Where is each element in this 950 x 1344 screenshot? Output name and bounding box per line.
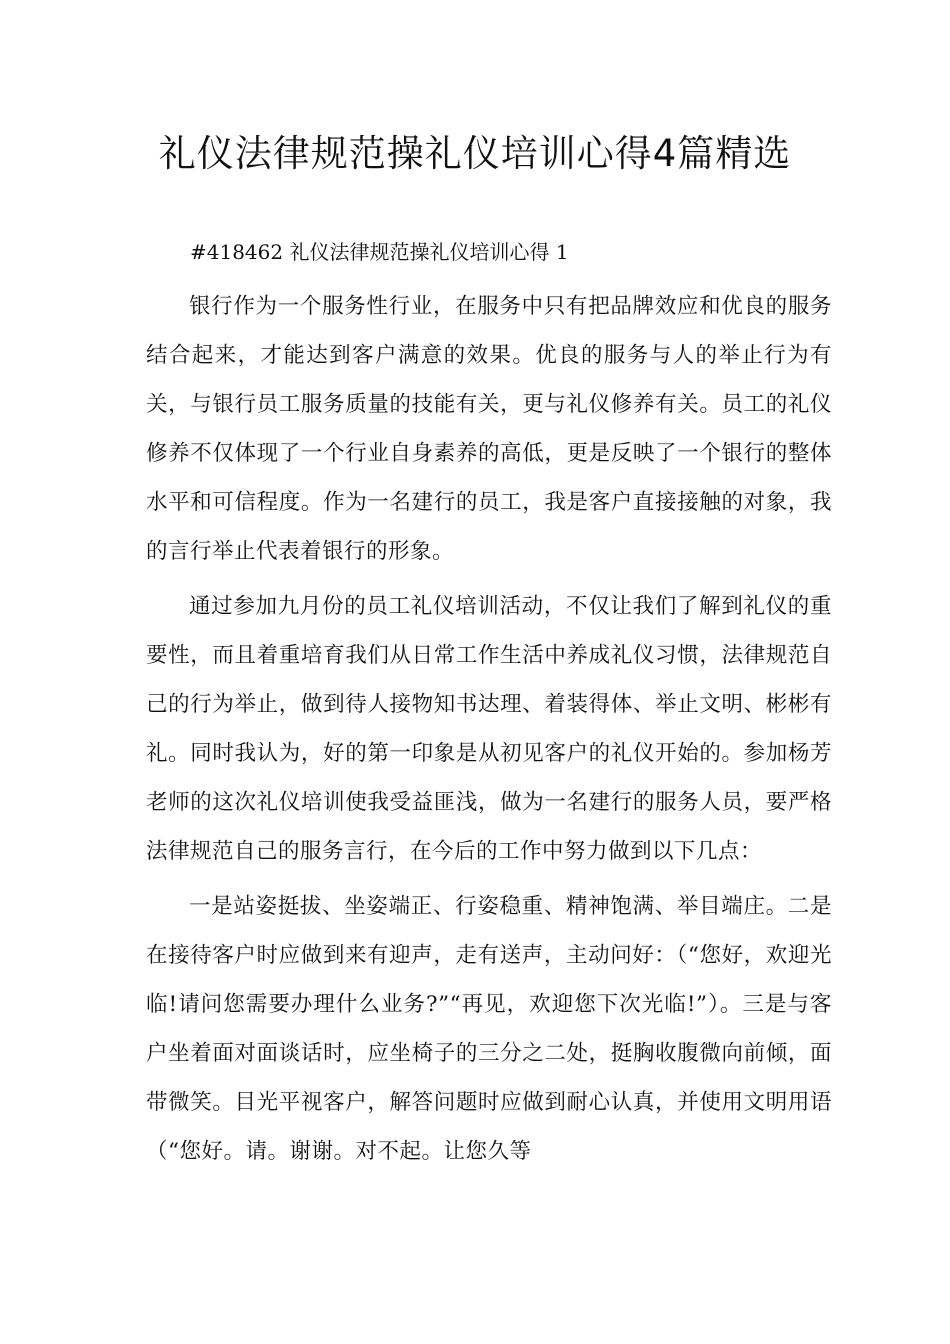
paragraph: 一是站姿挺拔、坐姿端正、行姿稳重、精神饱满、举目端庄。二是在接待客户时应做到来有迎声，走有送声，主动问好：（“您好，欢迎光临!请问您需要办理什么业务?”“再见，欢迎您下次光临!”）。三是与客户坐着面对面谈话时，应坐椅子的三分之二处，挺胸收腹微向前倾，面带微笑。目光平视客户，解答问题时应做到耐心认真，并使用文明用语（“您好。请。谢谢。对不起。让您久等 [146,894,832,1164]
document-body [146,282,832,1182]
paragraph: 银行作为一个服务性行业，在服务中只有把品牌效应和优良的服务结合起来，才能达到客户满意的效果。优良的服务与人的举止行为有关，与银行员工服务质量的技能有关，更与礼仪修养有关。员工的礼仪修养不仅体现了一个行业自身素养的高低，更是反映了一个银行的整体水平和可信程度。作为一名建行的员工，我是客户直接接触的对象，我的言行举止代表着银行的形象。 [146,294,832,564]
paragraph: 通过参加九月份的员工礼仪培训活动，不仅让我们了解到礼仪的重要性，而且着重培育我们从日常工作生活中养成礼仪习惯，法律规范自己的行为举止，做到待人接物知书达理、着装得体、举止文明、彬彬有礼。同时我认为，好的第一印象是从初见客户的礼仪开始的。参加杨芳老师的这次礼仪培训使我受益匪浅，做为一名建行的服务人员，要严格法律规范自己的服务言行，在今后的工作中努力做到以下几点： [146,594,832,864]
section-heading: #418462 礼仪法律规范操礼仪培训心得 1 [190,240,569,264]
document-title: 礼仪法律规范操礼仪培训心得4篇精选 [158,132,792,175]
